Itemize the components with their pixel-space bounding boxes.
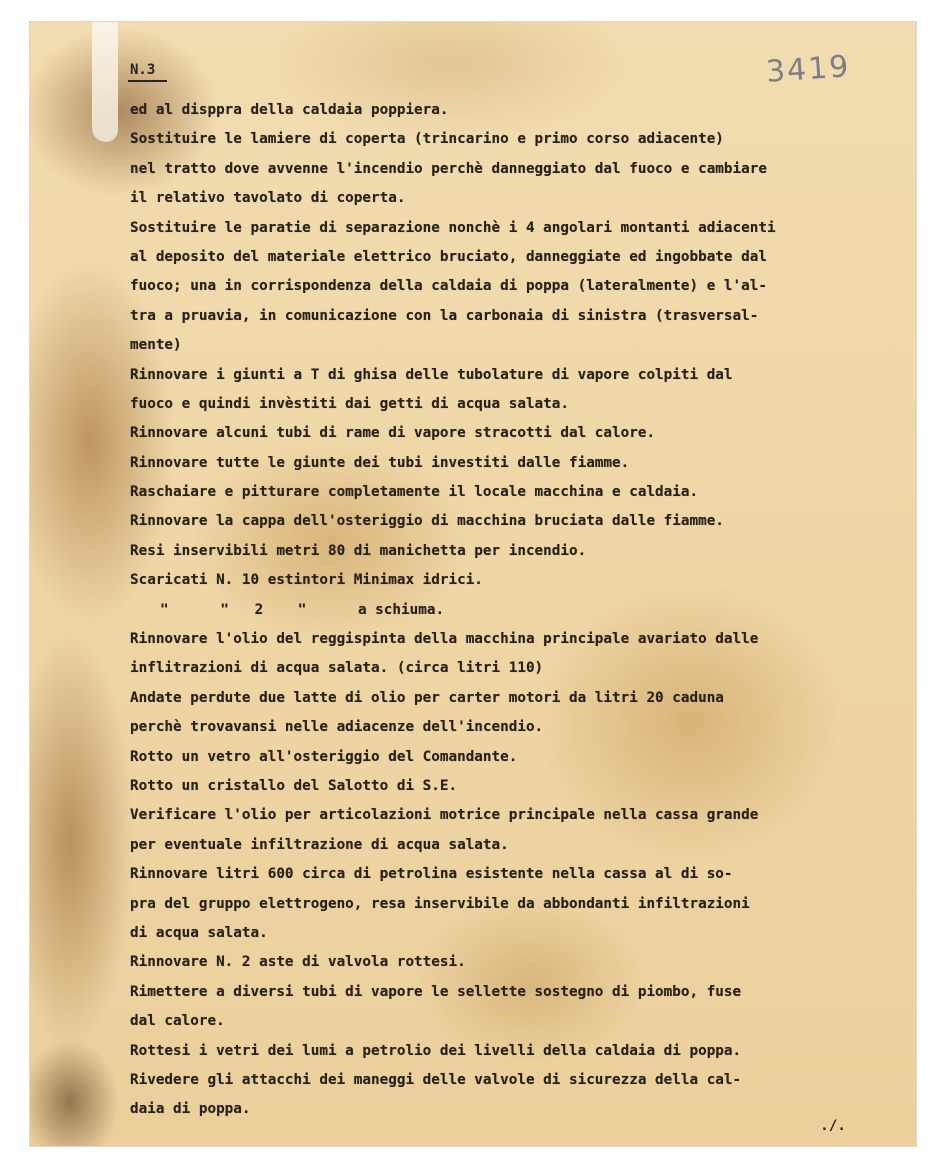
text-line: Andate perdute due latte di olio per carter motori da litri 20 caduna	[130, 689, 724, 706]
text-line: fuoco e quindi invèstiti dai getti di acqua salata.	[130, 395, 569, 412]
text-line: Rottesi i vetri dei lumi a petrolio dei livelli della caldaia di poppa.	[130, 1042, 742, 1059]
text-line: Rinnovare i giunti a T di ghisa delle tubolature di vapore colpiti dal	[130, 366, 733, 383]
text-line: Scaricati N. 10 estintori Minimax idrici.	[130, 572, 483, 589]
text-line: " " 2 " a schiuma.	[160, 601, 445, 618]
text-line: fuoco; una in corrispondenza della caldaia di poppa (lateralmente) e l'al-	[130, 278, 767, 295]
text-line: perchè trovavansi nelle adiacenze dell'incendio.	[130, 719, 544, 736]
typed-text-body	[130, 96, 900, 1125]
text-line: tra a pruavia, in comunicazione con la carbonaia di sinistra (trasversal-	[130, 307, 759, 324]
text-line: ed al disppra della caldaia poppiera.	[130, 102, 449, 118]
text-line: Rimettere a diversi tubi di vapore le sellette sostegno di piombo, fuse	[130, 983, 742, 1000]
text-line: Rinnovare alcuni tubi di rame di vapore stracotti dal calore.	[130, 425, 656, 442]
document-page	[30, 22, 916, 1146]
text-line: daia di poppa.	[130, 1101, 251, 1118]
text-line: il relativo tavolato di coperta.	[130, 190, 406, 207]
text-line: Rotto un cristallo del Salotto di S.E.	[130, 777, 458, 794]
text-line: di acqua salata.	[130, 924, 268, 941]
text-line: per eventuale infiltrazione di acqua salata.	[130, 836, 509, 853]
text-line: Raschaiare e pitturare completamente il locale macchina e caldaia.	[130, 484, 699, 501]
text-line: Rinnovare tutte le giunte dei tubi investiti dalle fiamme.	[130, 454, 630, 471]
text-line: Rotto un vetro all'osteriggio del Comandante.	[130, 748, 518, 765]
text-line: Rinnovare l'olio del reggispinta della macchina principale avariato dalle	[130, 631, 759, 648]
text-line: Verificare l'olio per articolazioni motrice principale nella cassa grande	[130, 807, 759, 824]
text-line: Rinnovare litri 600 circa di petrolina esistente nella cassa al di so-	[130, 866, 733, 883]
text-line: al deposito del materiale elettrico bruciato, danneggiate ed ingobbate dal	[130, 248, 767, 265]
text-line: Sostituire le paratie di separazione nonchè i 4 angolari montanti adiacenti	[130, 219, 776, 236]
text-line: nel tratto dove avvenne l'incendio perchè danneggiato dal fuoco e cambiare	[130, 160, 767, 177]
text-line: Rivedere gli attacchi dei maneggi delle valvole di sicurezza della cal-	[130, 1071, 742, 1088]
archive-number: 3419	[764, 49, 852, 90]
page-number: N.3	[128, 62, 167, 82]
paper-tear	[92, 22, 118, 142]
text-line: pra del gruppo elettrogeno, resa inservibile da abbondanti infiltrazioni	[130, 895, 750, 912]
text-line: Sostituire le lamiere di coperta (trincarino e primo corso adiacente)	[130, 131, 724, 148]
text-line: Rinnovare la cappa dell'osteriggio di macchina bruciata dalle fiamme.	[130, 513, 724, 530]
text-line: Rinnovare N. 2 aste di valvola rottesi.	[130, 954, 466, 971]
text-line: inflitrazioni di acqua salata. (circa litri 110)	[130, 660, 544, 677]
continuation-mark: ./.	[820, 1118, 846, 1134]
text-line: mente)	[130, 337, 182, 354]
text-line: dal calore.	[130, 1013, 225, 1030]
text-line: Resi inservibili metri 80 di manichetta per incendio.	[130, 542, 587, 559]
